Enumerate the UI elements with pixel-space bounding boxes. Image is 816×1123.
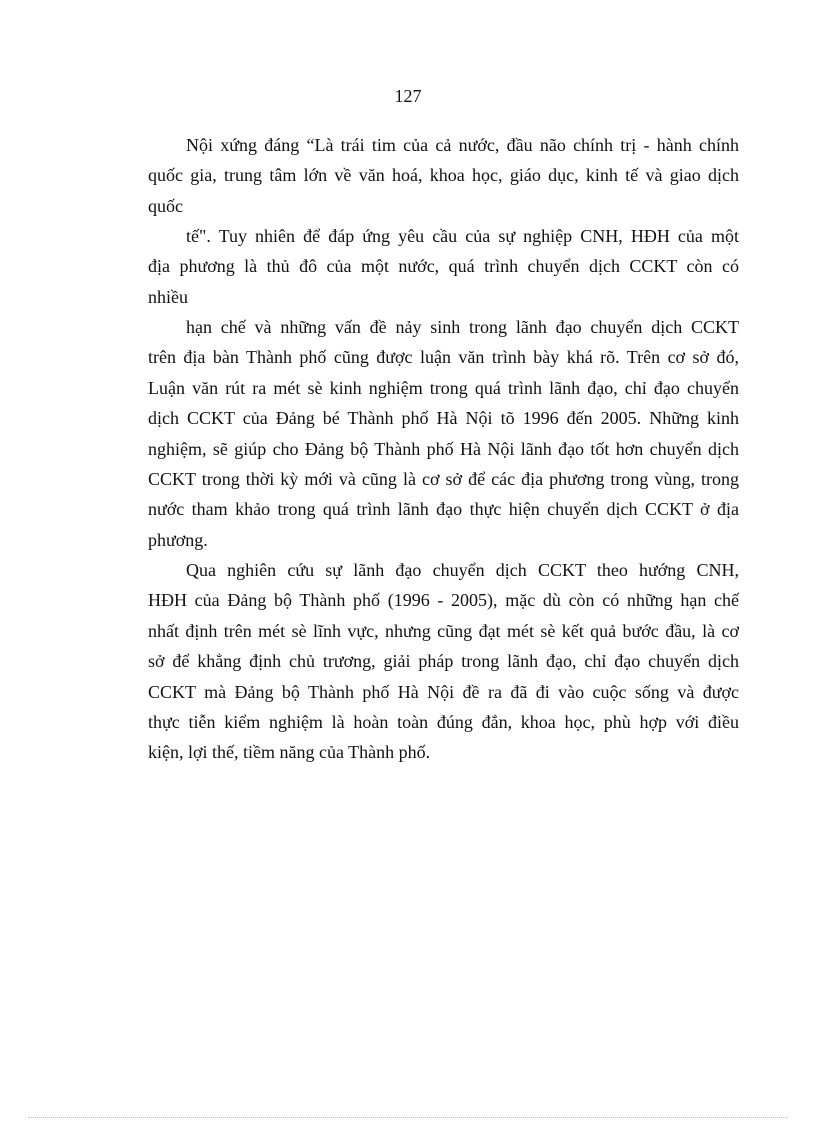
text-line: phương.: [148, 529, 208, 550]
text-line: CCKT trong thời kỳ mới và cũng là cơ sở để các địa phương trong vùng, trong: [148, 468, 739, 489]
text-line: tế". Tuy nhiên để đáp ứng yêu cầu của sự nghiệp CNH, HĐH của một: [186, 226, 739, 246]
text-line: Qua nghiên cứu sự lãnh đạo chuyển dịch CCKT theo hướng CNH,: [186, 560, 739, 580]
text-line: trên địa bàn Thành phố cũng được luận văn trình bày khá rõ. Trên cơ sở đó,: [148, 347, 739, 368]
text-line: HĐH của Đảng bộ Thành phố (1996 - 2005), mặc dù còn có những hạn chế: [148, 590, 739, 611]
text-line: nghiệm, sẽ giúp cho Đảng bộ Thành phố Hà Nội lãnh đạo tốt hơn chuyển dịch: [148, 438, 739, 459]
text-line: địa phương là thủ đô của một nước, quá trình chuyển dịch CCKT còn có: [148, 256, 739, 277]
footer-divider: [28, 1117, 788, 1118]
text-line: hạn chế và những vấn đề nảy sinh trong lãnh đạo chuyển dịch CCKT: [186, 317, 739, 337]
text-line: dịch CCKT của Đảng bé Thành phố Hà Nội tõ 1996 đến 2005. Những kinh: [148, 408, 739, 429]
text-line: nhất định trên mét sè lĩnh vực, nhưng cũng đạt mét sè kết quả bước đầu, là cơ: [148, 620, 739, 641]
text-line: quốc gia, trung tâm lớn về văn hoá, khoa học, giáo dục, kinh tế và giao dịch: [148, 165, 739, 186]
text-line: quốc: [148, 195, 183, 216]
text-line: thực tiễn kiểm nghiệm là hoàn toàn đúng đắn, khoa học, phù hợp với điều: [148, 711, 739, 732]
text-line: CCKT mà Đảng bộ Thành phố Hà Nội đề ra đã đi vào cuộc sống và được: [148, 681, 739, 702]
text-line: sở để khẳng định chủ trương, giải pháp trong lãnh đạo, chỉ đạo chuyển dịch: [148, 651, 739, 672]
text-line: nhiều: [148, 286, 188, 307]
text-line: Nội xứng đáng “Là trái tim của cả nước, đầu não chính trị - hành chính: [186, 135, 739, 155]
text-line: Luận văn rút ra mét sè kinh nghiệm trong quá trình lãnh đạo, chỉ đạo chuyển: [148, 377, 739, 398]
text-block-3: [148, 312, 739, 555]
page-number: 127: [394, 86, 422, 106]
text-block-4: [148, 555, 739, 768]
text-block-2: [148, 221, 739, 312]
text-block-1: [148, 130, 739, 221]
text-line: nước tham khảo trong quá trình lãnh đạo thực hiện chuyển dịch CCKT ở địa: [148, 499, 739, 520]
text-line: kiện, lợi thế, tiềm năng của Thành phố.: [148, 742, 431, 763]
